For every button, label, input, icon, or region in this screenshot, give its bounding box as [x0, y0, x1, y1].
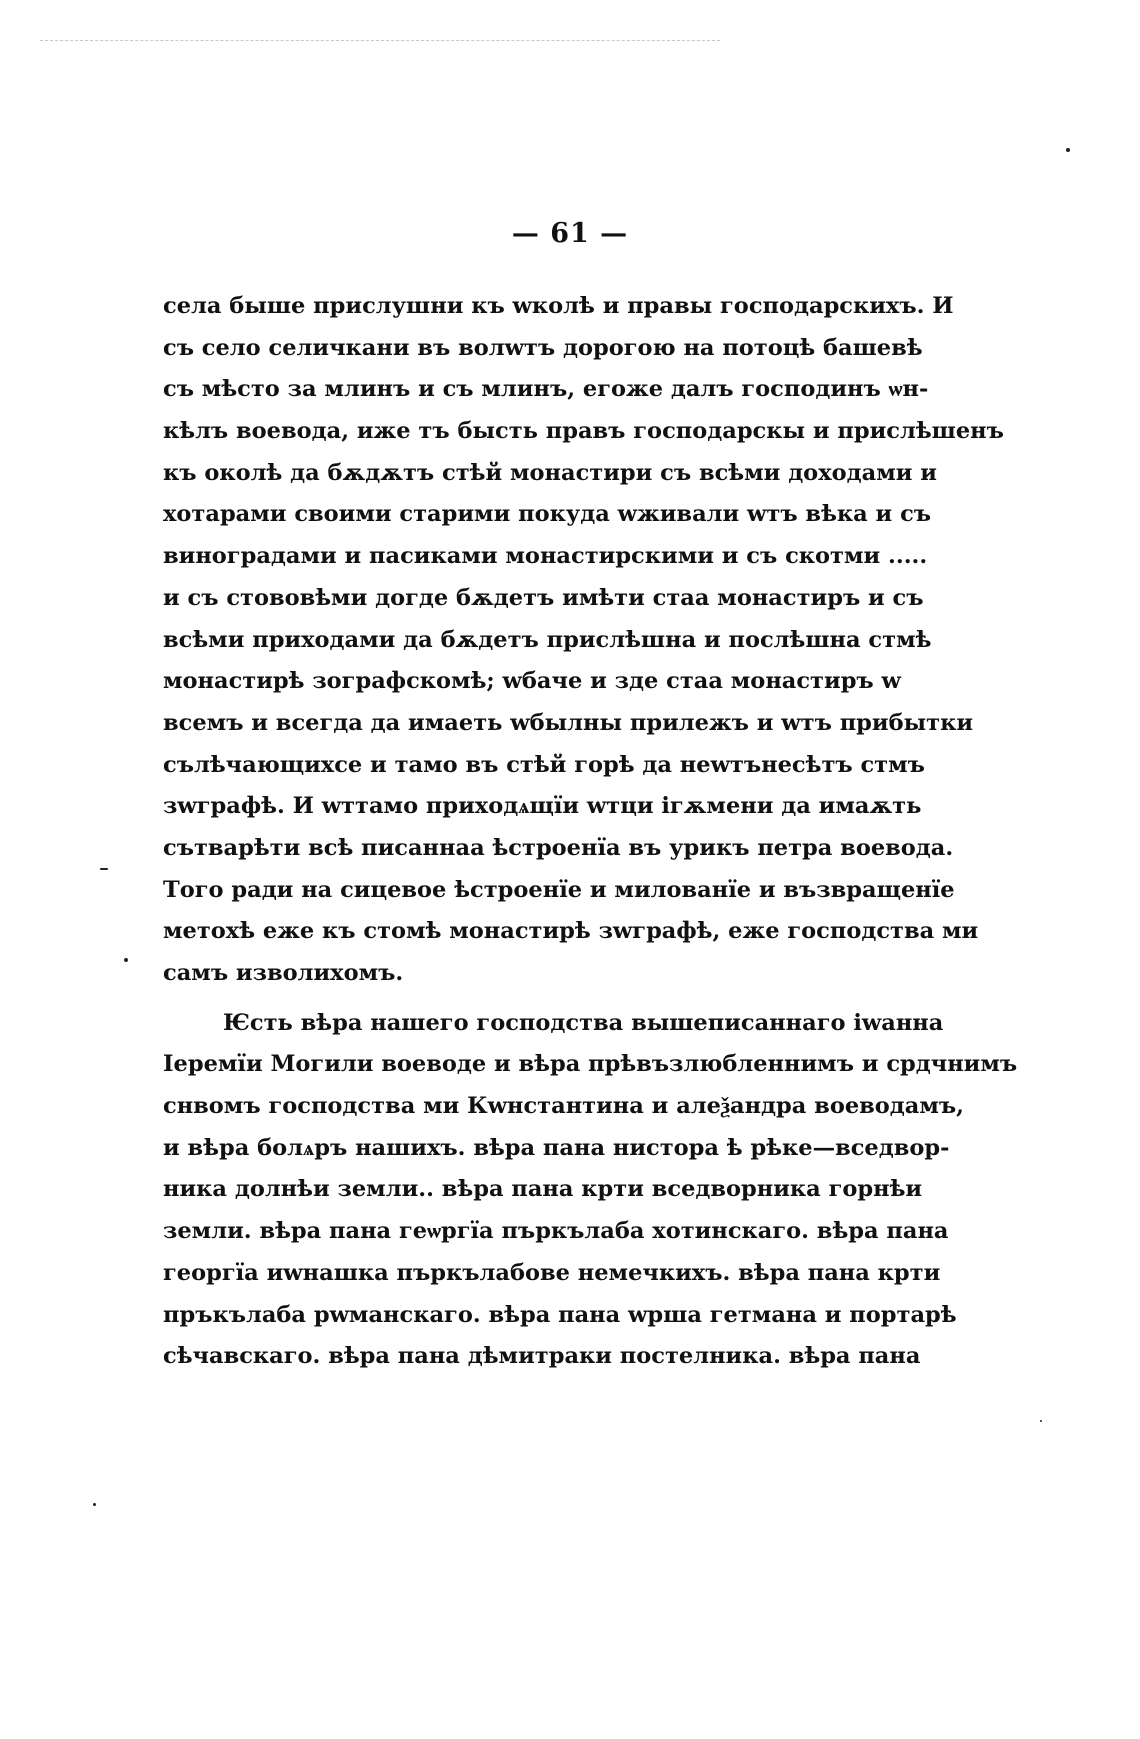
text-line: села быше прислушни къ wколѣ и правы господарскихъ. И	[163, 293, 954, 319]
text-line: виноградами и пасиками монастирскими и съ скотми .....	[163, 543, 928, 570]
text-line: самъ изволихомъ.	[163, 960, 404, 986]
scan-speck	[1040, 1420, 1042, 1422]
text-line: метохѣ еже къ стомѣ монастирѣ зwграфѣ, еже господства ми	[163, 918, 979, 945]
scan-speck	[93, 1503, 96, 1506]
text-line: съ мѣсто за млинъ и съ млинъ, егоже далъ господинъ ѡн-	[163, 376, 929, 403]
text-line: Того ради на сицевое ѣстроенїе и милованїе и възвращенїе	[163, 876, 955, 903]
scan-speck	[124, 958, 128, 962]
text-line: кѣлъ воевода, иже тъ бысть правъ господарскы и прислѣшенъ	[163, 418, 1004, 445]
text-line: пръкълаба рwманскаго. вѣра пана wрша гетмана и портарѣ	[163, 1301, 957, 1328]
text-line: хотарами своими старими покуда wживали wтъ вѣка и съ	[163, 501, 932, 528]
page-number: — 61 —	[511, 218, 629, 249]
text-line: сѣчавскаго. вѣра пана дѣмитраки постелника. вѣра пана	[163, 1343, 921, 1370]
text-line: къ околѣ да бѫдѫтъ стѣй монастири съ всѣми доходами и	[163, 459, 937, 486]
text-line: монастирѣ зографскомѣ; wбаче и зде стаа монастиръ w	[163, 668, 901, 695]
text-line: сътварѣти всѣ писаннаа ѣстроенїа въ урикъ петра воевода.	[163, 834, 954, 861]
text-line: ника долнѣи земли.. вѣра пана крти вседворника горнѣи	[163, 1176, 923, 1203]
text-line: земли. вѣра пана геѡргїа пъркълаба хотинскаго. вѣра пана	[163, 1218, 949, 1245]
text-line: георгїа иwнашка пъркълабове немечкихъ. вѣра пана крти	[163, 1259, 941, 1286]
paragraph-1	[163, 286, 1004, 995]
text-line: зwграфѣ. И wттамо приходѧщїи wтци ігѫмени да имаѫть	[163, 793, 922, 820]
paragraph-2	[163, 1003, 1018, 1378]
body-text	[163, 286, 1018, 1378]
scan-speck	[1066, 148, 1070, 152]
text-line: съ село селичкани въ волwтъ дорогою на потоцѣ башевѣ	[163, 334, 923, 361]
text-line: Іеремїи Могили воеводе и вѣра прѣвъзлюбленнимъ и срдчнимъ	[163, 1051, 1018, 1078]
text-line: снвомъ господства ми Кwнстантина и алеѯандра воеводамъ,	[163, 1093, 964, 1120]
text-line: Ѥсть вѣра нашего господства вышеписаннаго iwанна	[223, 1009, 944, 1036]
paragraph-spacer	[163, 995, 881, 1003]
text-line: всѣми приходами да бѫдетъ прислѣшна и послѣшна стмѣ	[163, 626, 932, 653]
text-line: сълѣчающихсе и тамо въ стѣй горѣ да неwтънесѣтъ стмъ	[163, 751, 925, 778]
text-line: и съ стововѣми догде бѫдетъ имѣти стаа монастиръ и съ	[163, 584, 924, 611]
text-line: и вѣра болѧръ нашихъ. вѣра пана нистора ѣ рѣке—вседвор-	[163, 1134, 950, 1161]
scan-speck	[100, 868, 108, 870]
scan-edge-noise	[40, 40, 720, 44]
text-line: всемъ и всегда да имаеть wбылны прилежъ и wтъ прибытки	[163, 709, 974, 736]
